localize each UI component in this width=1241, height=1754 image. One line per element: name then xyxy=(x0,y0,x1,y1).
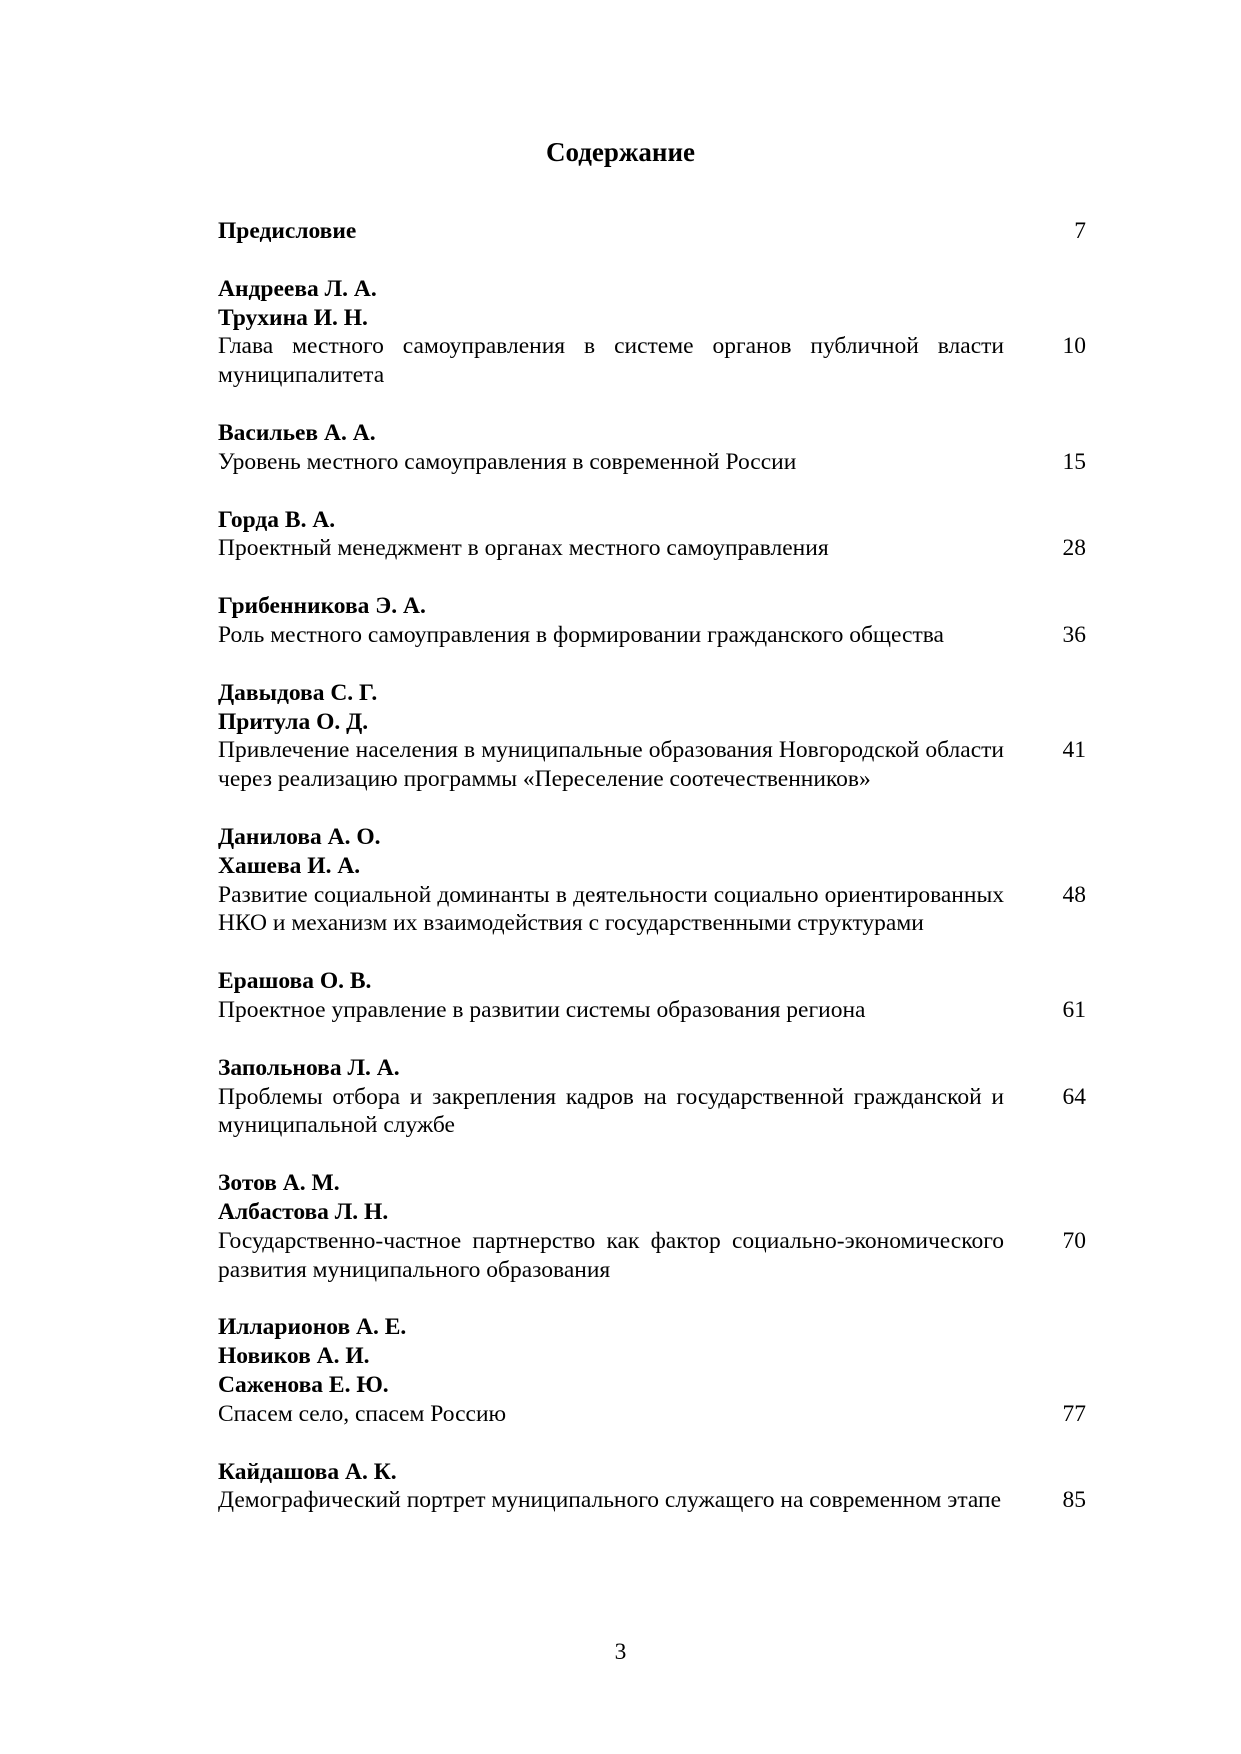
toc-entry-author: Хашева И. А. xyxy=(218,852,361,879)
toc-entry-author: Андреева Л. А. xyxy=(218,275,377,302)
toc-entry-title: Глава местного самоуправления в системе органов публичной власти муниципалитета xyxy=(218,333,1004,389)
toc-entry-title: Проектное управление в развитии системы образования региона xyxy=(218,996,866,1023)
toc-entry-author: Новиков А. И. xyxy=(218,1343,370,1370)
toc-page-number: 70 xyxy=(1062,1227,1086,1254)
toc-entry[interactable] xyxy=(218,592,1086,650)
toc-entry-title: Роль местного самоуправления в формировании гражданского общества xyxy=(218,621,944,648)
toc-page-number: 77 xyxy=(1062,1400,1086,1427)
toc-page-number: 85 xyxy=(1062,1487,1086,1514)
toc-page-number: 36 xyxy=(1062,621,1086,648)
toc-entry-author: Ерашова О. В. xyxy=(218,968,372,995)
toc-entry-author: Горда В. А. xyxy=(218,506,336,533)
toc-entry-author: Албастова Л. Н. xyxy=(218,1198,389,1225)
toc-entry-author: Запольнова Л. А. xyxy=(218,1054,400,1081)
toc-entry-author: Данилова А. О. xyxy=(218,823,381,850)
toc-entry-title: Проблемы отбора и закрепления кадров на государственной гражданской и муниципальной службе xyxy=(218,1083,1004,1139)
toc-entry-author: Кайдашова А. К. xyxy=(218,1458,397,1485)
toc-entry[interactable] xyxy=(218,506,1086,564)
toc-entry-author: Зотов А. М. xyxy=(218,1170,340,1197)
toc-page-number: 41 xyxy=(1062,737,1086,764)
toc-entry-author: Грибенникова Э. А. xyxy=(218,593,426,620)
toc-entry-author: Илларионов А. Е. xyxy=(218,1314,407,1341)
toc-entry[interactable] xyxy=(218,823,1086,938)
toc-entry-title: Привлечение населения в муниципальные образования Новгородской области через реализацию программы «Переселение соотечественников» xyxy=(218,737,1004,793)
toc-page-number: 48 xyxy=(1062,881,1086,908)
toc-entry[interactable] xyxy=(218,679,1086,794)
toc-page-number: 28 xyxy=(1062,535,1086,562)
toc-entry-title: Развитие социальной доминанты в деятельности социально ориентированных НКО и механизм их взаимодействия с государственными структурами xyxy=(218,881,1004,937)
toc-page-number: 15 xyxy=(1062,448,1086,475)
toc-entry-title: Уровень местного самоуправления в современной России xyxy=(218,448,797,475)
toc-page-number: 10 xyxy=(1062,333,1086,360)
toc-entry[interactable] xyxy=(218,1313,1086,1428)
toc-page-number: 64 xyxy=(1062,1083,1086,1110)
toc-entry-author: Васильев А. А. xyxy=(218,419,376,446)
page-title: Содержание xyxy=(545,137,696,168)
toc-entry-title: Проектный менеджмент в органах местного самоуправления xyxy=(218,535,829,562)
toc-entry[interactable] xyxy=(218,1054,1086,1140)
toc-entry[interactable] xyxy=(218,967,1086,1025)
toc-entry-title: Демографический портрет муниципального служащего на современном этапе xyxy=(218,1487,1002,1514)
toc-entry[interactable] xyxy=(218,419,1086,477)
toc-preface-label: Предисловие xyxy=(218,218,357,244)
toc-entry-author: Трухина И. Н. xyxy=(218,304,368,331)
toc-entry-author: Давыдова С. Г. xyxy=(218,679,378,706)
toc-entry-preface[interactable] xyxy=(218,217,1086,246)
toc-entry[interactable] xyxy=(218,1169,1086,1284)
page-number: 3 xyxy=(614,1639,627,1665)
toc-entry[interactable] xyxy=(218,1458,1086,1516)
toc-entry-author: Притула О. Д. xyxy=(218,708,369,735)
toc-page-number: 7 xyxy=(1074,218,1086,244)
toc-entry-title: Государственно-частное партнерство как фактор социально-экономического развития муниципального образования xyxy=(218,1227,1004,1283)
toc-page-number: 61 xyxy=(1062,996,1086,1023)
toc-entry-author: Саженова Е. Ю. xyxy=(218,1371,389,1398)
table-of-contents xyxy=(218,217,1086,1544)
toc-entry[interactable] xyxy=(218,275,1086,390)
toc-entry-title: Спасем село, спасем Россию xyxy=(218,1400,507,1427)
